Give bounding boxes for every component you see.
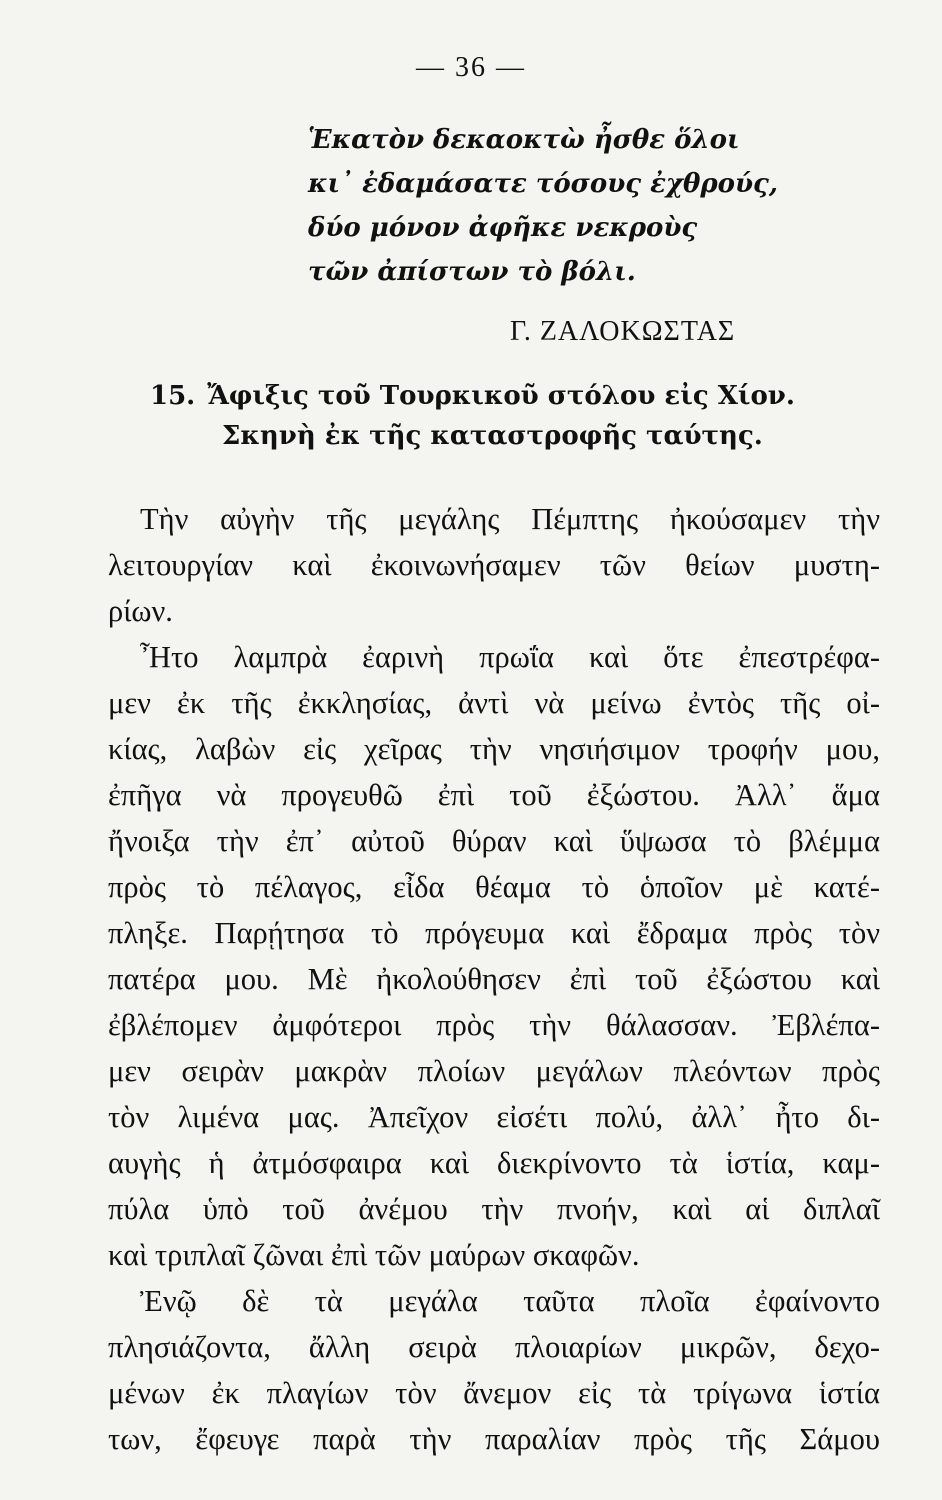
text-line: ρίων. bbox=[108, 594, 173, 628]
section-number: 15. bbox=[150, 381, 196, 411]
text-line: μεν σειρὰν μακρὰν πλοίων μεγάλων πλεόντων πρὸς bbox=[108, 1054, 880, 1088]
section-heading-line-1 bbox=[150, 376, 795, 416]
text-line: μεν ἐκ τῆς ἐκκλησίας, ἀντὶ νὰ μείνω ἐντὸς τῆς οἰ- bbox=[108, 686, 880, 720]
text-line: των, ἔφευγε παρὰ τὴν παραλίαν πρὸς τῆς Σάμου bbox=[108, 1422, 880, 1456]
text-line: ἐβλέπομεν ἀμφότεροι πρὸς τὴν θάλασσαν. Ἐβλέπα- bbox=[108, 1008, 880, 1042]
text-line: Τὴν αὐγὴν τῆς μεγάλης Πέμπτης ἠκούσαμεν τὴν bbox=[140, 502, 880, 536]
poem-line: Ἑκατὸν δεκαοκτὼ ἦσθε ὅλοι bbox=[308, 125, 740, 155]
text-line: κίας, λαβὼν εἰς χεῖρας τὴν νησιήσιμον τροφήν μου, bbox=[108, 732, 880, 766]
text-line: πλησιάζοντα, ἄλλη σειρὰ πλοιαρίων μικρῶν, δεχο- bbox=[108, 1330, 880, 1364]
text-line: καὶ τριπλαῖ ζῶναι ἐπὶ τῶν μαύρων σκαφῶν. bbox=[108, 1238, 640, 1272]
poem-line: τῶν ἀπίστων τὸ βόλι. bbox=[308, 257, 636, 287]
text-line: πύλα ὑπὸ τοῦ ἀνέμου τὴν πνοήν, καὶ αἱ διπλαῖ bbox=[108, 1192, 880, 1226]
text-line: ἐπῆγα νὰ προγευθῶ ἐπὶ τοῦ ἐξώστου. Ἀλλ᾿ ἅμα bbox=[108, 778, 880, 812]
poem-line: δύο μόνον ἀφῆκε νεκροὺς bbox=[308, 213, 698, 243]
poem-author: Γ. ΖΑΛΟΚΩΣΤΑΣ bbox=[510, 316, 736, 347]
section-heading bbox=[150, 376, 795, 456]
text-line: αυγὴς ἡ ἀτμόσφαιρα καὶ διεκρίνοντο τὰ ἱστία, καμ- bbox=[108, 1146, 880, 1180]
text-line: πατέρα μου. Μὲ ἠκολούθησεν ἐπὶ τοῦ ἐξώστου καὶ bbox=[108, 962, 880, 996]
section-title: Ἄφιξις τοῦ Τουρκικοῦ στόλου εἰς Χίον. bbox=[207, 381, 795, 411]
section-subtitle: Σκηνὴ ἐκ τῆς καταστροφῆς ταύτης. bbox=[222, 421, 763, 451]
text-line: πρὸς τὸ πέλαγος, εἶδα θέαμα τὸ ὁποῖον μὲ κατέ- bbox=[108, 870, 880, 904]
text-line: μένων ἐκ πλαγίων τὸν ἄνεμον εἰς τὰ τρίγωνα ἱστία bbox=[108, 1376, 880, 1410]
text-line: Ἐνῷ δὲ τὰ μεγάλα ταῦτα πλοῖα ἐφαίνοντο bbox=[140, 1284, 880, 1318]
page-number: — 36 — bbox=[416, 52, 526, 83]
text-line: λειτουργίαν καὶ ἐκοινωνήσαμεν τῶν θείων μυστη- bbox=[108, 548, 880, 582]
text-line: πληξε. Παρῄτησα τὸ πρόγευμα καὶ ἔδραμα πρὸς τὸν bbox=[108, 916, 880, 950]
text-line: τὸν λιμένα μας. Ἀπεῖχον εἰσέτι πολύ, ἀλλ᾿ ἦτο δι- bbox=[108, 1100, 880, 1134]
text-line: Ἦτο λαμπρὰ ἐαρινὴ πρωΐα καὶ ὅτε ἐπεστρέφα- bbox=[140, 640, 880, 674]
body-text bbox=[108, 496, 880, 1462]
poem-stanza bbox=[308, 118, 778, 294]
poem-line: κι᾿ ἐδαμάσατε τόσους ἐχθρούς, bbox=[308, 169, 778, 199]
text-line: ἤνοιξα τὴν ἐπ᾿ αὐτοῦ θύραν καὶ ὕψωσα τὸ βλέμμα bbox=[108, 824, 880, 858]
